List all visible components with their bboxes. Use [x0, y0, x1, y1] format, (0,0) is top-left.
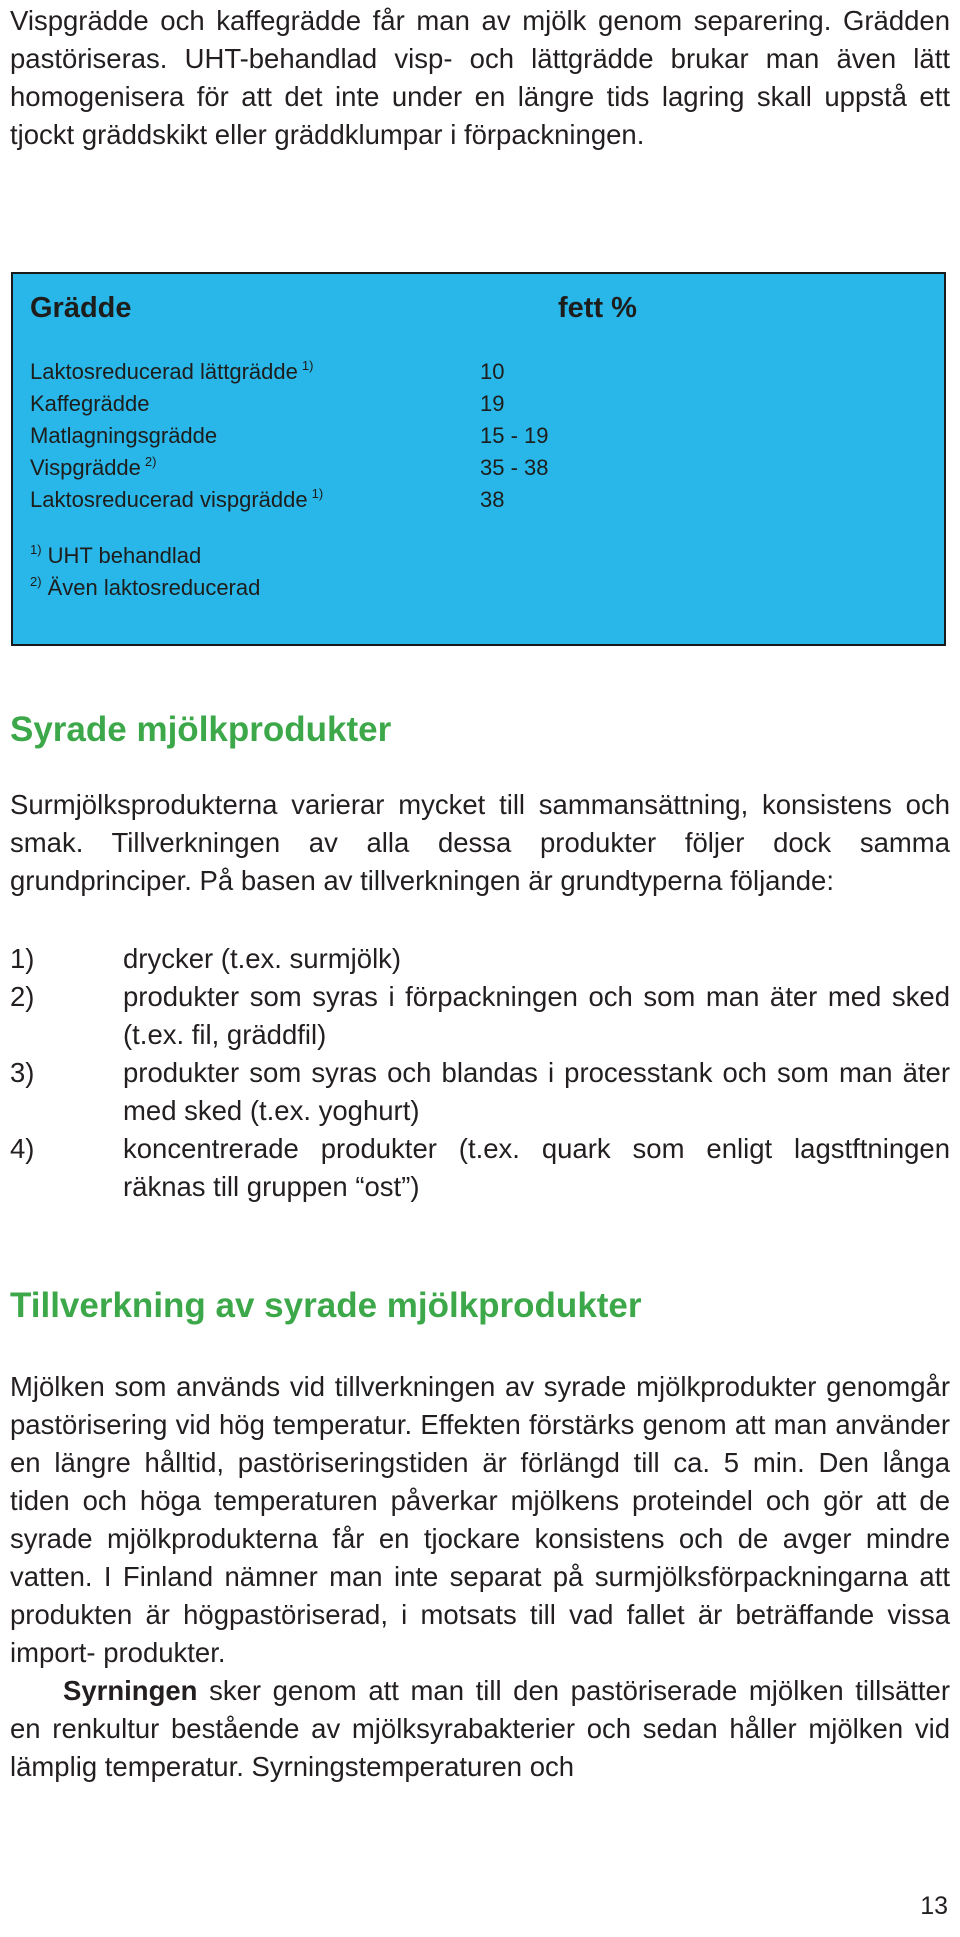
fat-value: 35 - 38: [480, 455, 549, 480]
section-paragraph: Mjölken som används vid tillverkningen av syrade mjölkprodukter genomgår pastörisering vid hög temperatur. Effekten förstärks genom att man använder en längre hålltid, pastöriseringstiden är förlängd till ca. 5 min. Den långa tiden och höga temperaturen påverkar mjölkens proteindel och gör att de syrade mjölkprodukterna får en tjockare konsistens och de avger mindre vatten. I Finland nämner man inte separat på surmjölksförpackningarna att produkten är högpastöriserad, i motsats till vad fallet är beträffande vissa import- produkter.: [10, 1371, 950, 1668]
fat-value: 38: [480, 487, 505, 512]
list-number: 2): [10, 981, 35, 1012]
footnote-ref: 2): [144, 454, 157, 469]
cream-name: Laktosreducerad lättgrädde $^{1)}$: [30, 358, 314, 384]
section-heading: Tillverkning av syrade mjölkprodukter: [10, 1286, 642, 1325]
list-item: [10, 1054, 950, 1130]
footnote-ref: 1): [301, 358, 314, 373]
section-heading: Syrade mjölkprodukter: [10, 710, 392, 749]
section-paragraph: Syrningen sker genom att man till den pastöriserade mjölken tillsätter en renkultur bestående av mjölksyrabakterier och sedan håller mjölken vid lämplig temperatur. Syrningstemperaturen och: [10, 1675, 950, 1782]
table-row: [30, 388, 730, 420]
footnote: $^{1)}$ UHT behandlad: [30, 542, 202, 568]
list-item: [10, 940, 950, 978]
footnote: $^{2)}$ Även laktosreducerad: [30, 574, 261, 600]
footnote-ref: 1): [311, 486, 324, 501]
list-item: [10, 978, 950, 1054]
table-row: [30, 356, 730, 388]
list-text: drycker (t.ex. surmjölk): [123, 943, 402, 974]
cream-name: Kaffegrädde: [30, 391, 150, 416]
fat-value: 15 - 19: [480, 423, 549, 448]
cream-name: Matlagningsgrädde: [30, 423, 218, 448]
cream-name: Vispgrädde $^{2)}$: [30, 454, 157, 480]
intro-paragraph: Vispgrädde och kaffegrädde får man av mjölk genom separering. Grädden pastöriseras. UHT-behandlad visp- och lättgrädde brukar man även lätt homogenisera för att det inte under en längre tids lagring skall uppstå ett tjockt gräddskikt eller gräddklumpar i förpackningen.: [10, 5, 950, 150]
list-number: 1): [10, 943, 35, 974]
table-row: [30, 484, 730, 516]
list-item: [10, 1130, 950, 1206]
list-number: 4): [10, 1133, 35, 1164]
table-header-product: Grädde: [30, 292, 132, 324]
cream-fat-table: [11, 272, 946, 646]
table-row: [30, 452, 730, 484]
list-text: produkter som syras i förpackningen och som man äter med sked (t.ex. fil, gräddfil): [123, 981, 950, 1050]
list-text: produkter som syras och blandas i processtank och som man äter med sked (t.ex. yoghurt): [123, 1057, 950, 1126]
fat-value: 19: [480, 391, 505, 416]
fat-value: 10: [480, 359, 505, 384]
table-header-fat: fett %: [558, 292, 637, 324]
bold-term: Syrningen: [63, 1675, 198, 1706]
page-number: 13: [920, 1892, 948, 1920]
list-number: 3): [10, 1057, 35, 1088]
cream-name: Laktosreducerad vispgrädde $^{1)}$: [30, 486, 324, 512]
list-text: koncentrerade produkter (t.ex. quark som enligt lagstftningen räknas till gruppen “ost”): [123, 1133, 950, 1202]
table-row: [30, 420, 730, 452]
section-paragraph: Surmjölksprodukterna varierar mycket till sammansättning, konsistens och smak. Tillverkningen av alla dessa produkter följer dock samma grundprinciper. På basen av tillverkningen är grundtyperna följande:: [10, 789, 950, 896]
